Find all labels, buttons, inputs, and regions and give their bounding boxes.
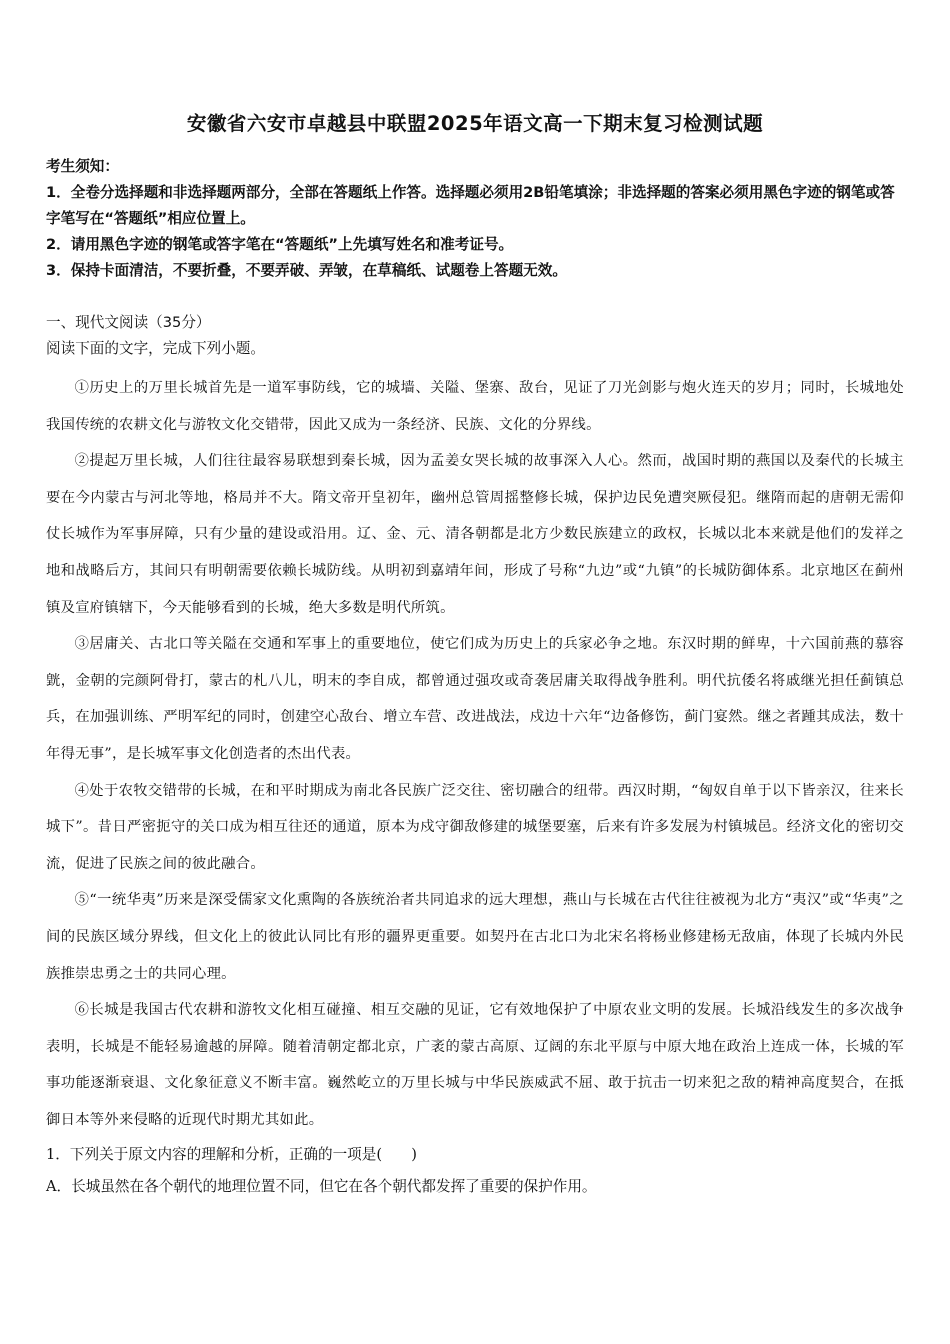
section-heading: 一、现代文阅读（35分） — [46, 314, 211, 331]
passage-paragraph: ②提起万里长城，人们往往最容易联想到秦长城，因为孟姜女哭长城的故事深入人心。然而，战国时期的燕国以及秦代的长城主要在今内蒙古与河北等地，格局并不大。隋文帝开皇初年，幽州总管周摇整修长城，保护边民免遭突厥侵犯。继隋而起的唐朝无需仰仗长城作为军事屏障，只有少量的建设或沿用。辽、金、元、清各朝都是北方少数民族建立的政权，长城以北本来就是他们的发祥之地和战略后方，其间只有明朝需要依赖长城防线。从明初到嘉靖年间，形成了号称“九边”或“九镇”的长城防御体系。北京地区在蓟州镇及宣府镇辖下，今天能够看到的长城，绝大多数是明代所筑。 — [46, 453, 904, 616]
question-option-a: A．长城虽然在各个朝代的地理位置不同，但它在各个朝代都发挥了重要的保护作用。 — [46, 1178, 597, 1196]
question-stem: 1．下列关于原文内容的理解和分析，正确的一项是( ) — [46, 1146, 417, 1164]
notice-item: 2．请用黑色字迹的钢笔或答字笔在“答题纸”上先填写姓名和准考证号。 — [46, 236, 514, 253]
notice-heading: 考生须知： — [46, 158, 119, 175]
passage-paragraph: ⑥长城是我国古代农耕和游牧文化相互碰撞、相互交融的见证，它有效地保护了中原农业文明的发展。长城沿线发生的多次战争表明，长城是不能轻易逾越的屏障。随着清朝定都北京，广袤的蒙古高原、辽阔的东北平原与中原大地在政治上连成一体，长城的军事功能逐渐衰退、文化象征意义不断丰富。巍然屹立的万里长城与中华民族威武不屈、敢于抗击一切来犯之敌的精神高度契合，在抵御日本等外来侵略的近现代时期尤其如此。 — [46, 1002, 904, 1128]
notice-item: 1．全卷分选择题和非选择题两部分，全部在答题纸上作答。选择题必须用2B铅笔填涂；非选择题的答案必须用黑色字迹的钢笔或答字笔写在“答题纸”相应位置上。 — [46, 184, 895, 227]
exam-notice — [46, 154, 904, 284]
passage-paragraph: ①历史上的万里长城首先是一道军事防线，它的城墙、关隘、堡寨、敌台，见证了刀光剑影与炮火连天的岁月；同时，长城地处我国传统的农耕文化与游牧文化交错带，因此又成为一条经济、民族、文化的分界线。 — [46, 380, 904, 433]
passage-paragraph: ⑤“一统华夷”历来是深受儒家文化熏陶的各族统治者共同追求的远大理想，燕山与长城在古代往往被视为北方“夷汉”或“华夷”之间的民族区域分界线，但文化上的彼此认同比有形的疆界更重要。如契丹在古北口为北宋名将杨业修建杨无敌庙，体现了长城内外民族推崇忠勇之士的共同心理。 — [46, 892, 904, 982]
section-intro: 阅读下面的文字，完成下列小题。 — [46, 340, 265, 357]
passage-paragraph: ③居庸关、古北口等关隘在交通和军事上的重要地位，使它们成为历史上的兵家必争之地。东汉时期的鲜卑，十六国前燕的慕容皝，金朝的完颜阿骨打，蒙古的札八儿，明末的李自成，都曾通过强攻或奇袭居庸关取得战争胜利。明代抗倭名将戚继光担任蓟镇总兵，在加强训练、严明军纪的同时，创建空心敌台、增立车营、改进战法，戍边十六年“边备修饬，蓟门宴然。继之者踵其成法，数十年得无事”，是长城军事文化创造者的杰出代表。 — [46, 636, 904, 762]
reading-passage — [46, 370, 904, 1138]
notice-item: 3．保持卡面清洁，不要折叠，不要弄破、弄皱，在草稿纸、试题卷上答题无效。 — [46, 262, 567, 279]
page-title: 安徽省六安市卓越县中联盟2025年语文高一下期末复习检测试题 — [186, 112, 764, 135]
passage-paragraph: ④处于农牧交错带的长城，在和平时期成为南北各民族广泛交往、密切融合的纽带。西汉时期，“匈奴自单于以下皆亲汉，往来长城下”。昔日严密扼守的关口成为相互往还的通道，原本为戍守御敌修建的城堡要塞，后来有许多发展为村镇城邑。经济文化的密切交流，促进了民族之间的彼此融合。 — [46, 782, 904, 872]
